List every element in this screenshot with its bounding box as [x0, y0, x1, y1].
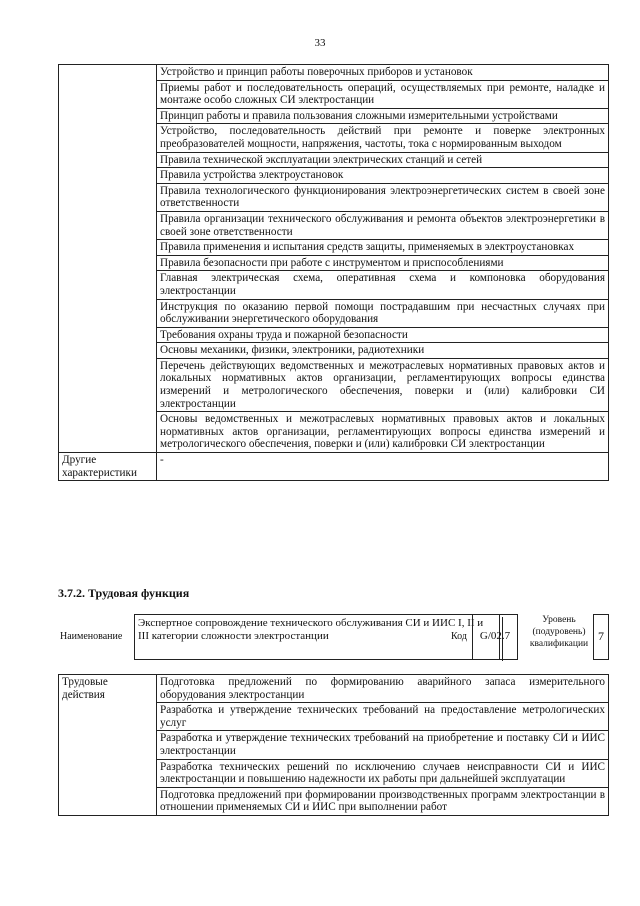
requirement-item: Правила технологического функционирования электроэнергетических систем в своей зоне ответственности [157, 183, 609, 211]
labor-action-item: Подготовка предложений по формированию аварийного запаса измерительного оборудования электростанции [157, 675, 609, 703]
level-label: Уровень (подуровень) квалификации [529, 615, 589, 649]
requirement-item: Правила устройства электроустановок [157, 168, 609, 184]
name-label: Наименование [60, 631, 123, 642]
labor-action-item: Разработка и утверждение технических требований на приобретение и поставку СИ и ИИС электростанции [157, 731, 609, 759]
labor-action-item: Подготовка предложений при формировании производственных программ электростанции в отношении применяемых СИ и ИИС при выполнении работ [157, 787, 609, 815]
requirement-item: Требования охраны труда и пожарной безопасности [157, 327, 609, 343]
requirement-item: Правила применения и испытания средств защиты, применяемых в электроустановках [157, 240, 609, 256]
level-value: 7 [593, 614, 609, 660]
requirement-item: Правила безопасности при работе с инструментом и приспособлениями [157, 255, 609, 271]
labor-action-item: Разработка технических решений по исключению случаев неисправности СИ и ИИС электростанции и повышению надежности их работы при дальнейшей эксплуатации [157, 759, 609, 787]
labor-actions-label: Трудовые действия [59, 675, 157, 816]
table-row [59, 675, 609, 703]
requirement-item: Перечень действующих ведомственных и межотраслевых нормативных правовых актов и локальных нормативных актов организации, регламентирующих вопросы единства измерений и метрологического обеспечения, поверки и (или) калибровки СИ электростанции [157, 358, 609, 411]
requirement-item: Приемы работ и последовательность операций, осуществляемых при ремонте, наладке и монтаже особо сложных СИ электростанции [157, 80, 609, 108]
requirement-item: Устройство и принцип работы поверочных приборов и установок [157, 65, 609, 81]
table-row [59, 65, 609, 81]
other-characteristics-label: Другие характеристики [59, 453, 157, 481]
requirement-item: Правила организации технического обслуживания и ремонта объектов электроэнергетики в своей зоне ответственности [157, 211, 609, 239]
other-characteristics-value: - [157, 453, 609, 481]
requirement-item: Основы механики, физики, электроники, радиотехники [157, 343, 609, 359]
section-heading: 3.7.2. Трудовая функция [58, 586, 190, 600]
page-number: 33 [314, 37, 326, 49]
labor-actions-table [58, 674, 609, 816]
requirement-item: Инструкция по оказанию первой помощи пострадавшим при несчастных случаях при обслуживании энергетического оборудования [157, 299, 609, 327]
code-label: Код [451, 631, 467, 642]
table-row [59, 453, 609, 481]
requirement-item: Главная электрическая схема, оперативная схема и компоновка оборудования электростанции [157, 271, 609, 299]
function-header [58, 610, 612, 662]
name-value: Экспертное сопровождение технического обслуживания СИ и ИИС I, II и III категории сложности электростанции [134, 614, 500, 660]
requirements-table [58, 64, 609, 481]
labor-action-item: Разработка и утверждение технических требований на предоставление метрологических услуг [157, 703, 609, 731]
requirements-label-cell [59, 65, 157, 453]
code-value: G/02.7 [472, 614, 518, 660]
requirement-item: Устройство, последовательность действий при ремонте и поверке электронных преобразователей мощности, напряжения, частоты, тока с нормированным выходом [157, 124, 609, 152]
requirement-item: Правила технической эксплуатации электрических станций и сетей [157, 152, 609, 168]
requirement-item: Принцип работы и правила пользования сложными измерительными устройствами [157, 108, 609, 124]
requirement-item: Основы ведомственных и межотраслевых нормативных правовых актов и локальных нормативных актов организации, регламентирующих вопросы единства измерений и метрологического обеспечения, поверки и (или) калибровки СИ электростанции [157, 412, 609, 453]
